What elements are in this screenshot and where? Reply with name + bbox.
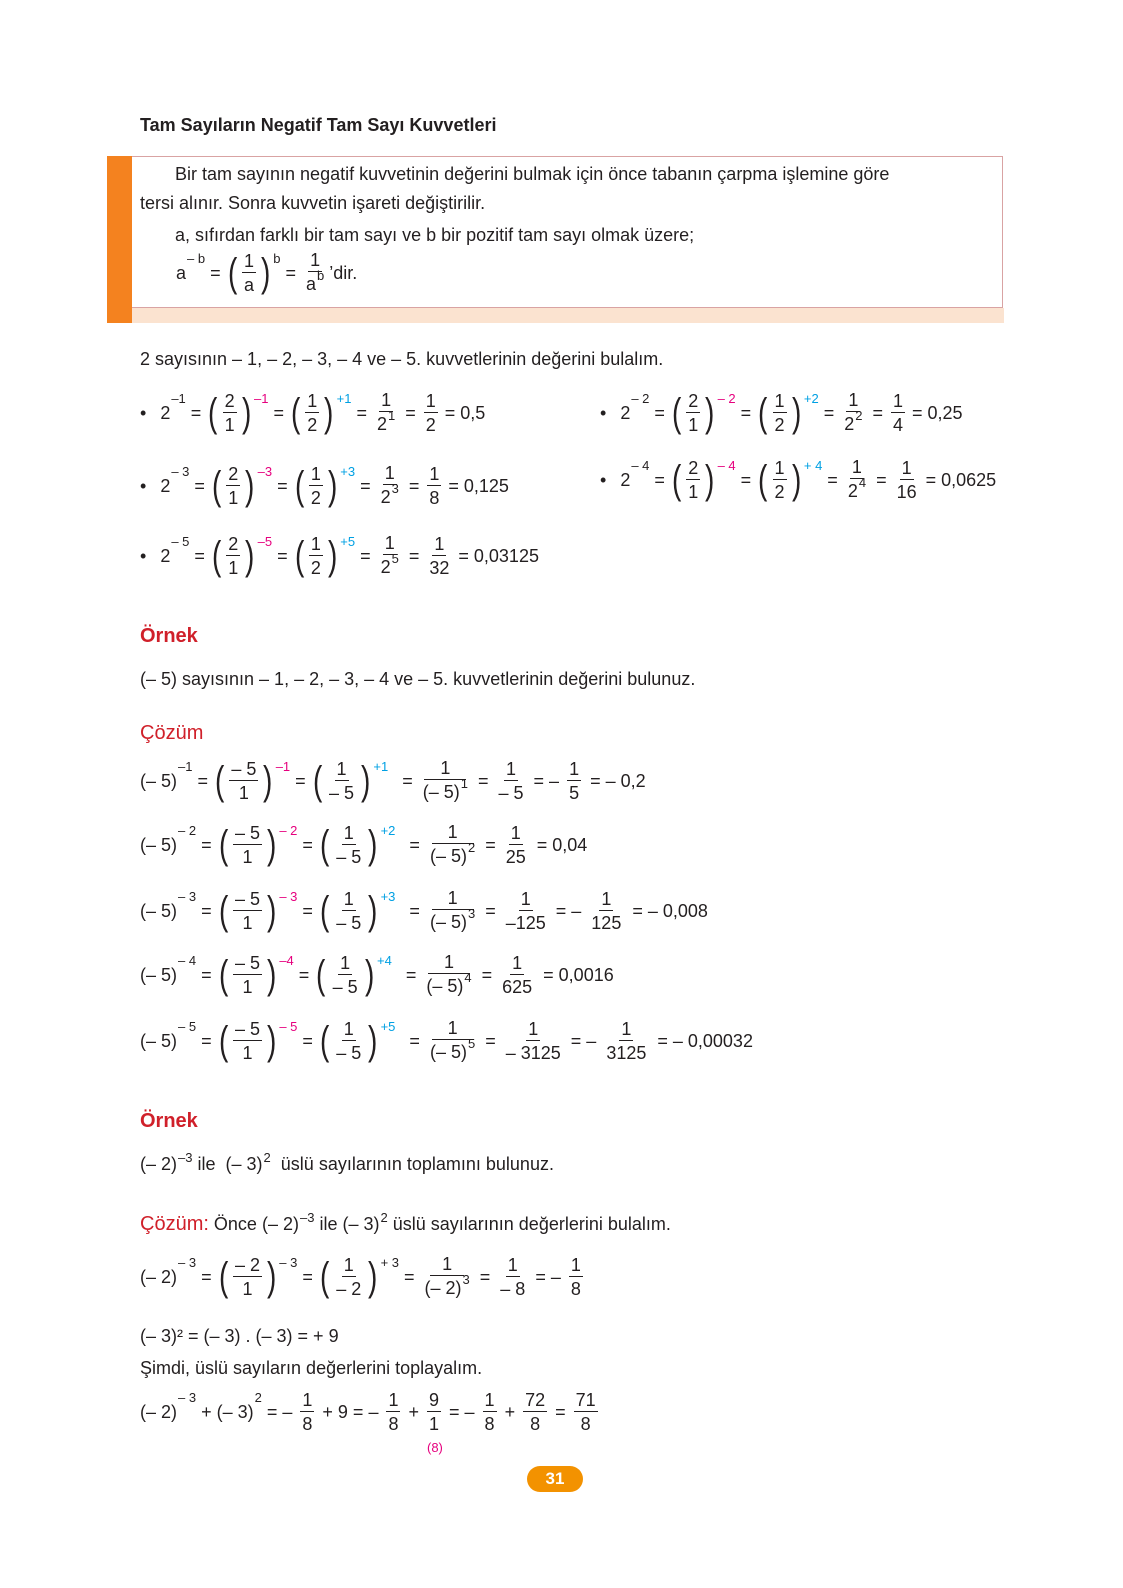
example-1-row: ( – 5 ) –1 = ( $\frac{- 5}{1}$ ) –1 = ( $\frac{1}{- 5}$ ) +1 = $\frac{1}{(- 5)^1}$ = $\frac{1}{- 5}$ = – $\frac{1}{5}$ = – 0,2 bbox=[140, 758, 646, 803]
rule-box-shadow bbox=[107, 308, 1004, 323]
power-of-two-row: • 2 – 2 = ( $\frac{2}{1}$ ) – 2 = ( $\frac{1}{2}$ ) +2 = $\frac{1}{2^2}$ = $\frac{1}{4}$ = 0,25 bbox=[600, 390, 963, 435]
power-of-two-row: • 2 – 4 = ( $\frac{2}{1}$ ) – 4 = ( $\frac{1}{2}$ ) + 4 = $\frac{1}{2^4}$ = $\frac{1}{16}$ = 0,0625 bbox=[600, 457, 997, 502]
power-of-two-row: • 2 – 5 = ( $\frac{2}{1}$ ) –5 = ( $\frac{1}{2}$ ) +5 = $\frac{1}{2^5}$ = $\frac{1}{32}$ = 0,03125 bbox=[140, 533, 539, 578]
example-1-row: ( – 5 ) – 4 = ( $\frac{- 5}{1}$ ) –4 = ( $\frac{1}{- 5}$ ) +4 = $\frac{1}{(- 5)^4}$ = $\frac{1}{625}$ = 0,0016 bbox=[140, 952, 614, 997]
example-2-line-4: (– 2) – 3 + (– 3) 2 = – $\frac{1}{8}$ + 9 = – $\frac{1}{8}$ + 9 1 (8) = – $\frac{1}{8}$ + $\frac{72}{8}$ = $\frac{71}{8}$ bbox=[140, 1390, 601, 1434]
example-1-row: ( – 5 ) – 5 = ( $\frac{- 5}{1}$ ) – 5 = ( $\frac{1}{- 5}$ ) +5 = $\frac{1}{(- 5)^5}$ = $\frac{1}{- 3125}$ = – $\frac{1}{3125}$ = – 0,00032 bbox=[140, 1018, 753, 1063]
rule-text-2: tersi alınır. Sonra kuvvetin işareti değiştirilir. bbox=[140, 193, 486, 213]
example-2-line-2: (– 3)² = (– 3) . (– 3) = + 9 bbox=[140, 1326, 339, 1346]
rule-accent-bar bbox=[107, 156, 132, 323]
example-2-line-1: (– 2) – 3 = ( $\frac{- 2}{1}$ ) – 3 = ( $\frac{1}{- 2}$ ) + 3 = $\frac{1}{(- 2)^3}$ = $\frac{1}{- 8}$ = – $\frac{1}{8}$ bbox=[140, 1254, 581, 1299]
example-1-question: (– 5) sayısının – 1, – 2, – 3, – 4 ve – 5. kuvvetlerinin değerini bulunuz. bbox=[140, 669, 696, 689]
example-2-line-3: Şimdi, üslü sayıların değerlerini toplayalım. bbox=[140, 1358, 483, 1378]
rule-text-3: a, sıfırdan farklı bir tam sayı ve b bir pozitif tam sayı olmak üzere; bbox=[175, 225, 695, 245]
power-of-two-row: • 2 – 3 = ( $\frac{2}{1}$ ) –3 = ( $\frac{1}{2}$ ) +3 = $\frac{1}{2^3}$ = $\frac{1}{8}$ = 0,125 bbox=[140, 463, 509, 508]
rule-formula: a – b = ( $\frac{1}{a}$ ) b = $\frac{1}{a^b}$ ’dir. bbox=[176, 250, 358, 295]
example-1-row: ( – 5 ) – 2 = ( $\frac{- 5}{1}$ ) – 2 = ( $\frac{1}{- 5}$ ) +2 = $\frac{1}{(- 5)^2}$ = $\frac{1}{25}$ = 0,04 bbox=[140, 822, 588, 867]
page-number: 31 bbox=[527, 1466, 583, 1492]
rule-text-1: Bir tam sayının negatif kuvvetinin değerini bulmak için önce tabanın çarpma işlemine göre bbox=[175, 164, 890, 184]
example-2-solution-intro: Çözüm: Önce (– 2)$^{-3}$ ile (– 3)$^2$ üslü sayılarının değerlerini bulalım. bbox=[140, 1210, 671, 1235]
example-1-solution-label: Çözüm bbox=[140, 722, 204, 744]
intro-text: 2 sayısının – 1, – 2, – 3, – 4 ve – 5. kuvvetlerinin değerini bulalım. bbox=[140, 349, 664, 369]
expand-note: (8) bbox=[427, 1440, 443, 1455]
section-title: Tam Sayıların Negatif Tam Sayı Kuvvetleri bbox=[140, 115, 497, 135]
power-of-two-row: • 2 –1 = ( $\frac{2}{1}$ ) –1 = ( $\frac{1}{2}$ ) +1 = $\frac{1}{2^1}$ = $\frac{1}{2}$ = 0,5 bbox=[140, 390, 486, 435]
example-2-question: (– 2)$^{-3}$ ile (– 3)$^2$ üslü sayılarının toplamını bulunuz. bbox=[140, 1150, 554, 1174]
example-1-label: Örnek bbox=[140, 625, 198, 647]
example-1-row: ( – 5 ) – 3 = ( $\frac{- 5}{1}$ ) – 3 = ( $\frac{1}{- 5}$ ) +3 = $\frac{1}{(- 5)^3}$ = $\frac{1}{-125}$ = – $\frac{1}{125}$ = – 0,008 bbox=[140, 888, 708, 933]
example-2-label: Örnek bbox=[140, 1110, 198, 1132]
